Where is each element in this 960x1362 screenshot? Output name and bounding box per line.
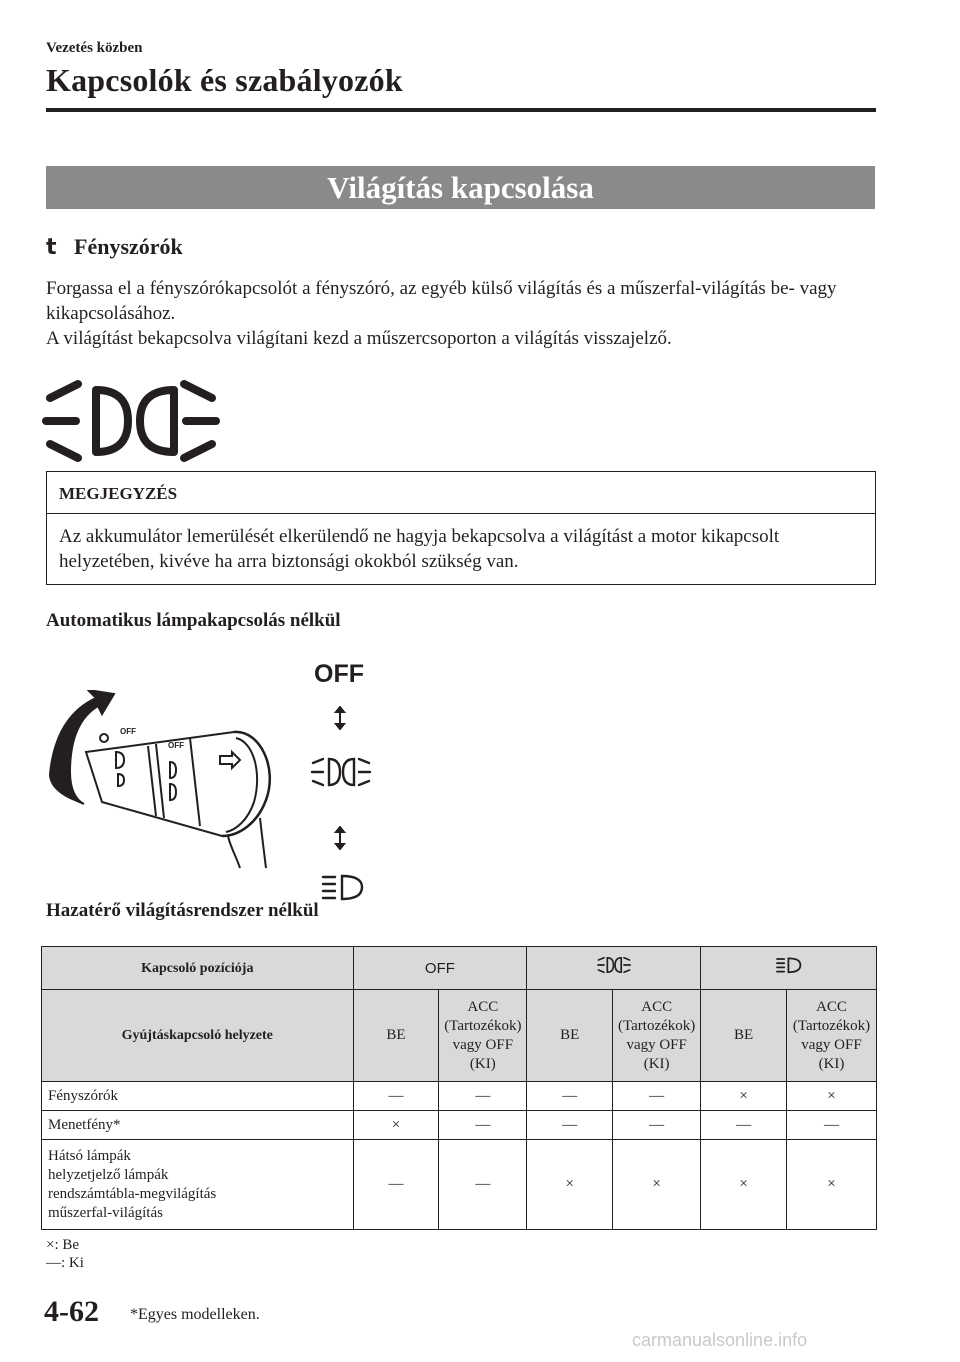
cell: —	[439, 1111, 527, 1140]
table-row	[42, 1111, 877, 1140]
headlight-switch-diagram	[40, 690, 300, 870]
indicator-paragraph: A világítást bekapcsolva világítani kezd a műszercsoporton a világítás visszajelző.	[46, 328, 672, 349]
headlight-icon	[310, 754, 372, 790]
subsection-heading	[46, 234, 183, 260]
chapter-label: Vezetés közben	[46, 40, 143, 56]
switch-label-fog-off: OFF	[168, 741, 184, 750]
ignition-value: BE	[701, 990, 787, 1082]
up-down-arrow-icon	[330, 826, 350, 850]
cell: ×	[786, 1140, 876, 1230]
table-heading: Hazatérő világításrendszer nélkül	[46, 900, 319, 921]
cell: ×	[786, 1082, 876, 1111]
col-off: OFF	[353, 947, 527, 990]
cell: —	[786, 1111, 876, 1140]
table-legend	[46, 1236, 84, 1272]
note-text: Az akkumulátor lemerülését elkerülendő ne hagyja bekapcsolva a világítást a motor kikapcsolt helyzetében, kivéve ha arra biztonsági okokból szükség van.	[59, 526, 780, 572]
cell: —	[613, 1082, 701, 1111]
low-beam-icon	[320, 872, 366, 902]
off-position-label: OFF	[314, 660, 364, 688]
up-down-arrow-icon	[330, 706, 350, 730]
page-title: Kapcsolók és szabályozók	[46, 62, 403, 98]
light-status-table	[41, 946, 877, 1230]
note-heading: MEGJEGYZÉS	[59, 484, 178, 503]
cell: —	[353, 1082, 439, 1111]
row-label: Menetfény*	[42, 1111, 354, 1140]
ignition-value: ACC (Tartozékok) vagy OFF (KI)	[786, 990, 876, 1082]
cell: —	[527, 1082, 613, 1111]
subsection-title: Fényszórók	[74, 234, 183, 259]
legend-off: —: Ki	[46, 1255, 84, 1271]
legend-on: ×: Be	[46, 1237, 80, 1253]
switch-position-label: Kapcsoló pozíciója	[42, 947, 354, 990]
low-beam-icon	[775, 956, 803, 974]
headlight-icon	[596, 955, 632, 975]
headlight-indicator-icon	[40, 378, 220, 462]
auto-lamp-heading: Automatikus lámpakapcsolás nélkül	[46, 610, 341, 631]
cell: ×	[527, 1140, 613, 1230]
table-row	[42, 1140, 877, 1230]
footnote: *Egyes modelleken.	[130, 1306, 260, 1323]
ignition-value: ACC (Tartozékok) vagy OFF (KI)	[439, 990, 527, 1082]
col-headlight	[527, 947, 701, 990]
table-header-row	[42, 947, 877, 990]
cell: ×	[701, 1140, 787, 1230]
cell: ×	[353, 1111, 439, 1140]
cell: —	[527, 1111, 613, 1140]
ignition-label: Gyújtáskapcsoló helyzete	[42, 990, 354, 1082]
ignition-value: ACC (Tartozékok) vagy OFF (KI)	[613, 990, 701, 1082]
ignition-value: BE	[527, 990, 613, 1082]
page-number: 4-62	[44, 1295, 99, 1328]
cell: —	[439, 1082, 527, 1111]
switch-label-off: OFF	[120, 727, 136, 736]
col-low-beam	[701, 947, 877, 990]
cell: ×	[613, 1140, 701, 1230]
cell: —	[613, 1111, 701, 1140]
row-label: Hátsó lámpák helyzetjelző lámpák rendszámtábla-megvilágítás műszerfal-világítás	[42, 1140, 354, 1230]
watermark: carmanualsonline.info	[632, 1330, 808, 1350]
cell: ×	[701, 1082, 787, 1111]
ignition-value: BE	[353, 990, 439, 1082]
cell: —	[353, 1140, 439, 1230]
cell: —	[701, 1111, 787, 1140]
table-row	[42, 1082, 877, 1111]
title-rule	[46, 108, 876, 112]
note-box	[46, 471, 876, 585]
intro-paragraph: Forgassa el a fényszórókapcsolót a fényszóró, az egyéb külső világítás és a műszerfal-világítás be- vagy kikapcsolásához.	[46, 278, 837, 324]
note-header	[47, 472, 875, 514]
bullet-marker: t	[46, 235, 57, 260]
table-ignition-row	[42, 990, 877, 1082]
row-label: Fényszórók	[42, 1082, 354, 1111]
section-banner: Világítás kapcsolása	[46, 166, 875, 209]
cell: —	[439, 1140, 527, 1230]
